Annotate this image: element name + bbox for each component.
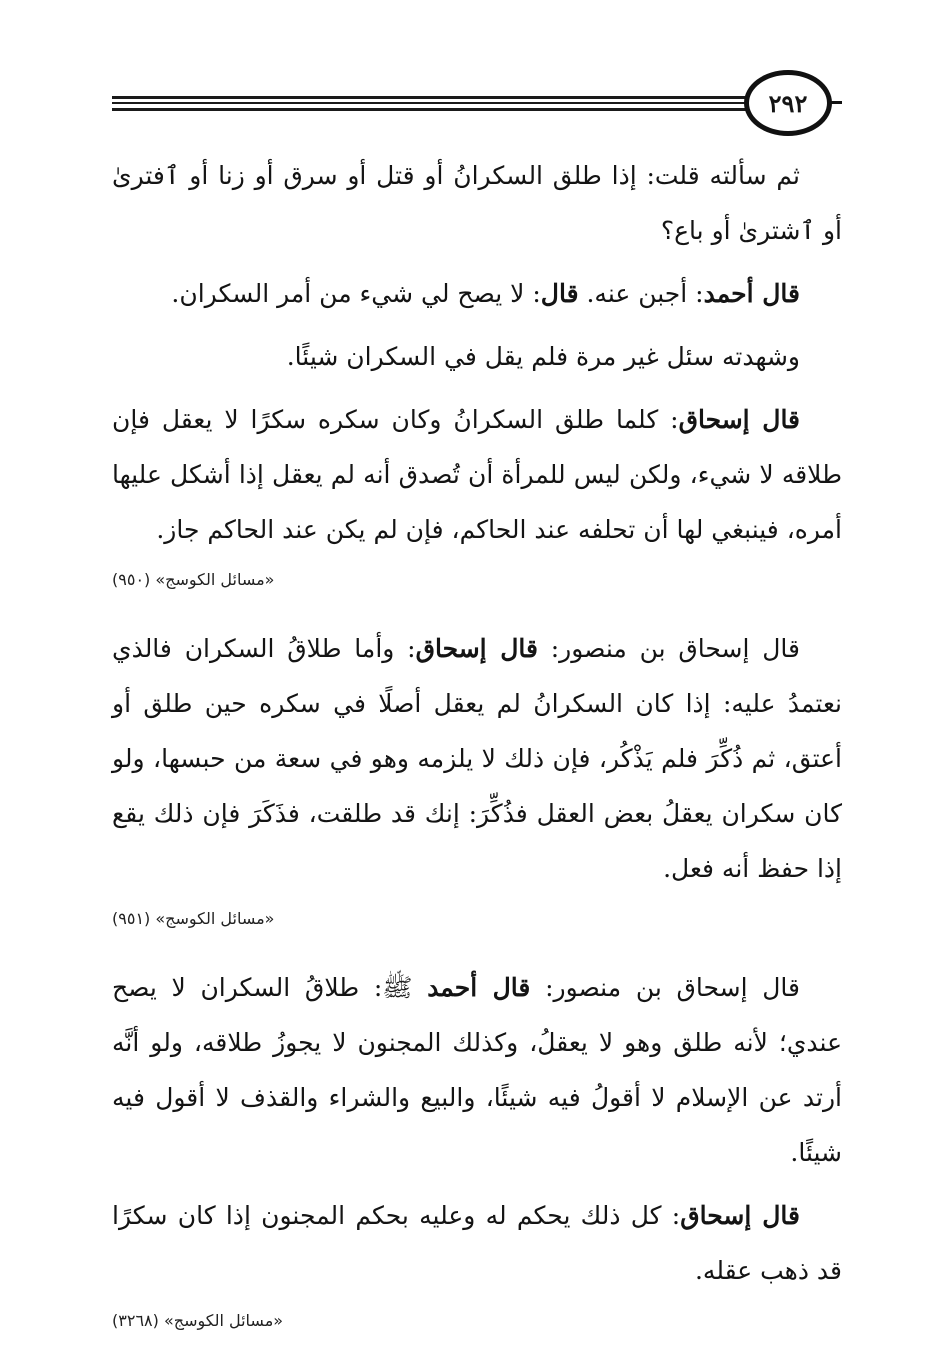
speaker-label: قال أحمد [703, 279, 800, 308]
speaker-label: قال [540, 279, 579, 308]
paragraph-text: : كلما طلق السكرانُ وكان سكره سكرًا لا يعقل فإن طلاقه لا شيء، ولكن ليس للمرأة أن تُصدق أنه لم يعقل إذا أشكل عليها أمره، فينبغي لها أن تحلفه عند الحاكم، فإن لم يكن عند الحاكم جاز. [112, 405, 842, 544]
paragraph [112, 1188, 842, 1298]
header-rule [112, 102, 750, 104]
paragraph-text: ثم سألته قلت: إذا طلق السكرانُ أو قتل أو سرق أو زنا أو ٱفترىٰ أو ٱشترىٰ أو باع؟ [112, 161, 842, 245]
paragraph-text: وشهدته سئل غير مرة فلم يقل في السكران شيئًا. [286, 342, 800, 371]
paragraph-text: قال إسحاق بن منصور: [537, 634, 800, 663]
paragraph-text: : كل ذلك يحكم له وعليه بحكم المجنون إذا كان سكرًا قد ذهب عقله. [112, 1201, 842, 1285]
source-citation-text: «مسائل الكوسج» (٩٥١) [112, 909, 275, 928]
paragraph [112, 266, 842, 321]
speaker-label: قال إسحاق [678, 405, 801, 434]
source-citation-text: «مسائل الكوسج» (٩٥٠) [112, 570, 275, 589]
paragraph-text: قال إسحاق بن منصور: [530, 973, 801, 1002]
speaker-label: قال إسحاق [415, 634, 538, 663]
header-rule [112, 96, 750, 99]
source-citation [112, 1306, 842, 1336]
page-number: ٢٩٢ [744, 70, 832, 136]
speaker-label: قال أحمد [427, 973, 531, 1002]
paragraph [112, 148, 842, 258]
source-citation [112, 565, 842, 595]
page-body [112, 148, 842, 1362]
paragraph-text: ﷺ: طلاقُ السكران لا يصح عندي؛ لأنه طلق وهو لا يعقلُ، وكذلك المجنون لا يجوزُ طلاقه، ولو أنَّه أرتد عن الإسلام لا أقولُ فيه شيئًا، والبيع والشراء والقذف لا أقول فيه شيئًا. [112, 973, 842, 1167]
page-header [112, 70, 842, 134]
paragraph-text: : أجبن عنه. [578, 279, 704, 308]
header-rule [112, 108, 750, 111]
paragraph-text: : وأما طلاقُ السكران فالذي نعتمدُ عليه: إذا كان السكرانُ لم يعقل أصلًا في سكره حين طلق أو أعتق، ثم ذُكِّرَ فلم يَذْكُر، فإن ذلك لا يلزمه وهو في سعة من حبسها، ولو كان سكران يعقلُ بعض العقل فذُكِّرَ: إنك قد طلقت، فذَكَرَ فإن ذلك يقع إذا حفظ أنه فعل. [112, 634, 842, 883]
paragraph [112, 392, 842, 557]
paragraph [112, 621, 842, 896]
speaker-label: قال إسحاق [680, 1201, 800, 1230]
paragraph [112, 960, 842, 1180]
source-citation [112, 904, 842, 934]
paragraph [112, 329, 842, 384]
source-citation-text: «مسائل الكوسج» (٣٢٦٨) [112, 1311, 284, 1330]
paragraph-text: : لا يصح لي شيء من أمر السكران. [171, 279, 541, 308]
